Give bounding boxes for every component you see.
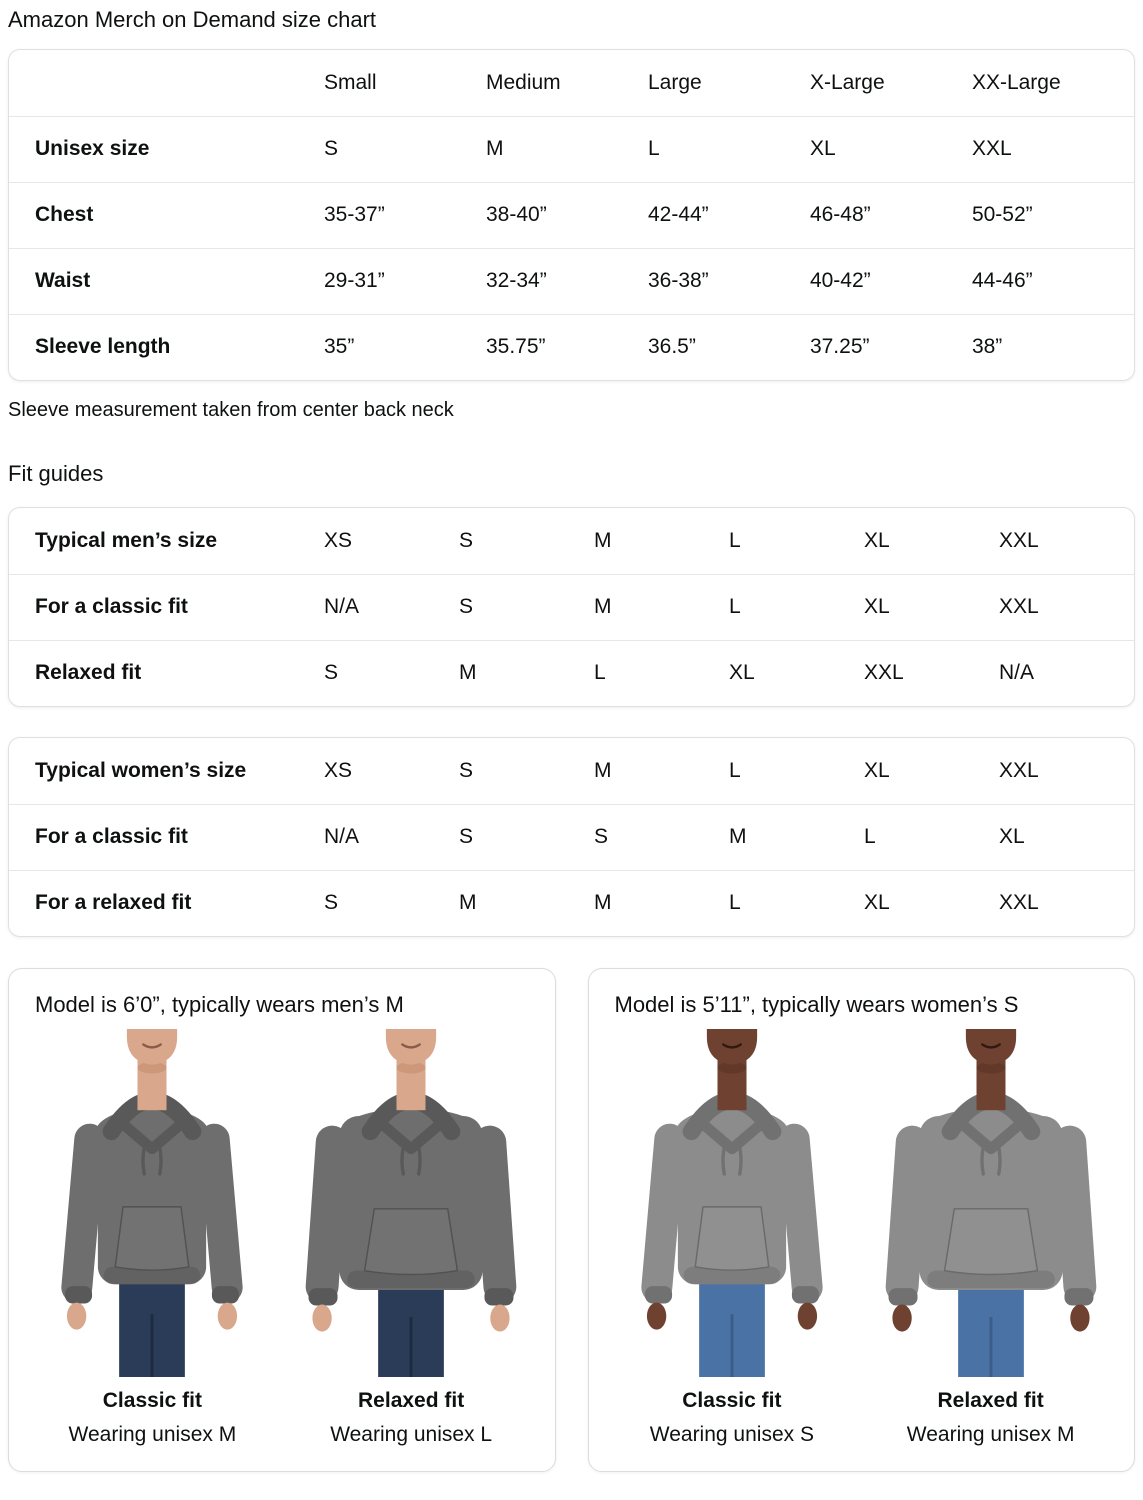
table-cell: XXL <box>999 870 1134 936</box>
sleeve-measurement-note: Sleeve measurement taken from center back neck <box>8 399 454 421</box>
table-cell: XL <box>999 804 1134 870</box>
table-row-waist <box>9 248 1134 314</box>
table-cell: XL <box>810 116 972 182</box>
table-cell: S <box>324 640 459 706</box>
table-cell: XL <box>864 528 890 552</box>
row-label: For a classic fit <box>9 804 324 870</box>
wearing-label: Wearing unisex M <box>906 1423 1075 1446</box>
table-cell: S <box>324 116 486 182</box>
table-cell: XS <box>324 528 353 552</box>
row-label: Typical men’s size <box>35 528 218 552</box>
table-cell: XXL <box>972 116 1134 182</box>
table-cell: 29-31” <box>324 248 486 314</box>
table-cell: 37.25” <box>810 314 972 380</box>
row-label: For a classic fit <box>9 574 324 640</box>
fit-label: Classic fit <box>102 1389 202 1412</box>
table-cell: S <box>459 574 594 640</box>
model-photo-mens-relaxed <box>282 1029 541 1377</box>
table-cell: XXL <box>999 528 1039 552</box>
mens-model-card <box>8 968 556 1472</box>
table-cell: 36.5” <box>648 314 810 380</box>
womens-fit-table <box>8 737 1135 937</box>
hoodie-model-illustration <box>295 1029 527 1377</box>
column-header-xx-large: XX-Large <box>971 70 1061 94</box>
womens-model-card <box>588 968 1136 1472</box>
fit-guides-title: Fit guides <box>8 461 104 486</box>
fit-label: Relaxed fit <box>937 1389 1044 1412</box>
table-cell: XL <box>864 870 999 936</box>
table-cell: XXL <box>999 758 1039 782</box>
row-label: Waist <box>9 248 324 314</box>
wearing-label: Wearing unisex L <box>330 1423 493 1446</box>
fit-label: Relaxed fit <box>358 1389 465 1412</box>
model-figure-womens-relaxed <box>861 1029 1120 1447</box>
row-label: Sleeve length <box>9 314 324 380</box>
table-cell: 50-52” <box>972 182 1134 248</box>
table-row-chest <box>9 182 1134 248</box>
table-cell: S <box>324 870 459 936</box>
table-cell: 44-46” <box>972 248 1134 314</box>
row-label: Unisex size <box>9 116 324 182</box>
table-row-unisex-size <box>9 116 1134 182</box>
table-cell: L <box>729 574 864 640</box>
table-row-mens-relaxed-fit <box>9 640 1134 706</box>
row-label: Relaxed fit <box>9 640 324 706</box>
table-cell: XL <box>729 640 864 706</box>
table-cell: S <box>459 528 474 552</box>
table-cell: M <box>594 758 612 782</box>
table-cell: S <box>594 804 729 870</box>
card-title: Model is 5’11”, typically wears women’s S <box>614 992 1019 1017</box>
row-label: Typical women’s size <box>35 758 247 782</box>
card-title: Model is 6’0”, typically wears men’s M <box>35 992 404 1017</box>
table-cell: M <box>486 116 648 182</box>
table-cell: L <box>729 870 864 936</box>
column-header-small: Small <box>324 70 377 94</box>
table-cell: L <box>729 528 741 552</box>
table-row-womens-relaxed-fit <box>9 870 1134 936</box>
table-cell: S <box>459 758 474 782</box>
table-cell: S <box>459 804 594 870</box>
size-table <box>8 49 1135 381</box>
model-photo-mens-classic <box>23 1029 282 1377</box>
size-table-grid <box>9 50 1134 380</box>
table-cell: 46-48” <box>810 182 972 248</box>
table-cell: M <box>594 528 612 552</box>
table-cell: 40-42” <box>810 248 972 314</box>
table-cell: L <box>594 640 729 706</box>
table-cell: M <box>594 870 729 936</box>
hoodie-model-illustration <box>875 1029 1107 1377</box>
table-cell: L <box>729 758 741 782</box>
table-cell: 35” <box>324 314 486 380</box>
table-cell: XL <box>864 574 999 640</box>
table-cell: L <box>648 116 810 182</box>
table-cell: M <box>729 804 864 870</box>
row-label: Chest <box>9 182 324 248</box>
column-header-large: Large <box>647 70 702 94</box>
mens-fit-table-grid <box>9 508 1134 706</box>
table-row-womens-classic-fit <box>9 804 1134 870</box>
table-cell: 35-37” <box>324 182 486 248</box>
table-row-mens-classic-fit <box>9 574 1134 640</box>
table-row-typical-mens-size <box>9 508 1134 574</box>
table-cell: 32-34” <box>486 248 648 314</box>
page-title: Amazon Merch on Demand size chart <box>8 7 377 32</box>
hoodie-model-illustration <box>616 1029 848 1377</box>
fit-label: Classic fit <box>682 1389 782 1412</box>
figure-caption <box>23 1389 282 1447</box>
table-cell: XXL <box>999 574 1134 640</box>
row-label: For a relaxed fit <box>9 870 324 936</box>
table-cell: N/A <box>324 804 459 870</box>
wearing-label: Wearing unisex M <box>68 1423 237 1446</box>
table-cell: N/A <box>324 574 459 640</box>
figure-caption <box>861 1389 1120 1447</box>
column-header-medium: Medium <box>485 70 561 94</box>
table-cell: 35.75” <box>486 314 648 380</box>
table-row-sleeve-length <box>9 314 1134 380</box>
size-table-header-row <box>9 50 1134 116</box>
table-cell: XL <box>864 758 890 782</box>
model-figure-mens-classic <box>23 1029 282 1447</box>
hoodie-model-illustration <box>36 1029 268 1377</box>
figures-row <box>603 1029 1121 1447</box>
table-cell: XXL <box>864 640 999 706</box>
table-cell: M <box>594 574 729 640</box>
model-photo-womens-classic <box>603 1029 862 1377</box>
column-header-x-large: X-Large <box>809 70 885 94</box>
model-photo-womens-relaxed <box>861 1029 1120 1377</box>
model-figure-mens-relaxed <box>282 1029 541 1447</box>
model-figure-womens-classic <box>603 1029 862 1447</box>
size-table-corner-cell <box>9 50 324 116</box>
table-cell: XS <box>324 758 353 782</box>
figure-caption <box>282 1389 541 1447</box>
table-cell: 38” <box>972 314 1134 380</box>
figure-caption <box>603 1389 862 1447</box>
table-cell: N/A <box>999 640 1134 706</box>
wearing-label: Wearing unisex S <box>649 1423 814 1446</box>
table-cell: 38-40” <box>486 182 648 248</box>
table-cell: 42-44” <box>648 182 810 248</box>
figures-row <box>23 1029 541 1447</box>
table-cell: M <box>459 640 594 706</box>
table-cell: L <box>864 804 999 870</box>
womens-fit-table-grid <box>9 738 1134 936</box>
mens-fit-table <box>8 507 1135 707</box>
table-cell: M <box>459 870 594 936</box>
table-cell: 36-38” <box>648 248 810 314</box>
model-cards <box>8 968 1135 1472</box>
table-row-typical-womens-size <box>9 738 1134 804</box>
